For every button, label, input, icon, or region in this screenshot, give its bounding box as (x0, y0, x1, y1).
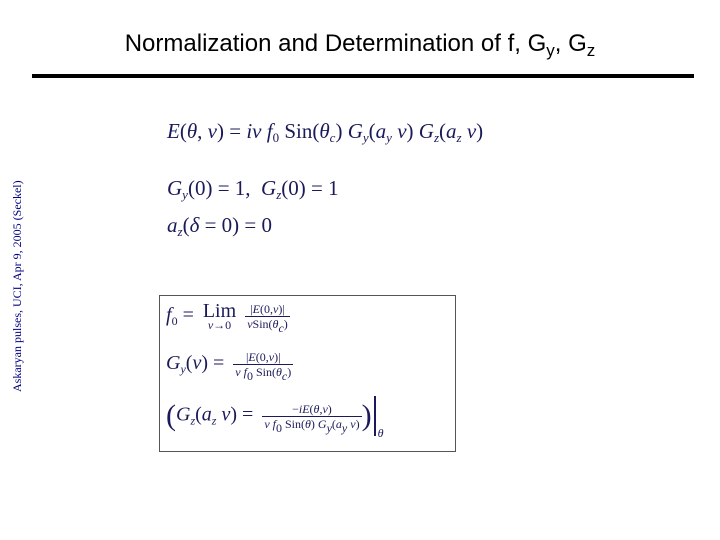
equation-gz: ($G_z(a_z$ ν) = $\frac{-iE(\theta,\nu)}{\nu f_0 Sin(\theta) G_y(a_y \nu)}$ )$_\theta$ (166, 396, 383, 436)
equation-normalization: $G_y(0) = 1$, $G_z(0) = 1$ (167, 176, 339, 202)
equation-f0: $f_0$ = Lim ν→0 $\frac{|E(0,\nu)|}{\nu Sin(\theta_c)}$ (166, 299, 288, 335)
title-sub-z: z (586, 41, 596, 60)
sidebar-note: Askaryan pulses, UCI, Apr 9, 2005 (Seckel) (10, 180, 24, 392)
slide-title (0, 30, 720, 58)
title-divider (32, 74, 694, 78)
gy-fraction: $\frac{|E(0,\nu)|}{\nu f_0 Sin(\theta_c)}$ (235, 350, 292, 383)
title-sub-y: y (546, 41, 555, 60)
gz-fraction: $\frac{-iE(\theta,\nu)}{\nu f_0 Sin(\theta) G_y(a_y \nu)}$ (264, 401, 360, 435)
equation-delta: $a_z(\delta = 0) = 0$ (167, 213, 273, 239)
f0-fraction: $\frac{|E(0,\nu)|}{\nu Sin(\theta_c)}$ (247, 302, 288, 335)
equation-gy: $G_y(\nu)$ = $\frac{|E(0,\nu)|}{\nu f_0 Sin(\theta_c)}$ (166, 350, 292, 383)
title-prefix: Normalization and Determination of f, G (124, 30, 547, 57)
limit-operator: Lim ν→0 (202, 299, 237, 332)
evaluation-bar (374, 396, 376, 436)
boxed-equations (159, 295, 456, 452)
title-mid: , G (554, 30, 587, 57)
equation-field: E(θ, ν) = iν $f_0$ $Sin(\theta_c)$ $G_y(a_y$ ν) $G_z(a_z$ ν) (167, 119, 484, 145)
